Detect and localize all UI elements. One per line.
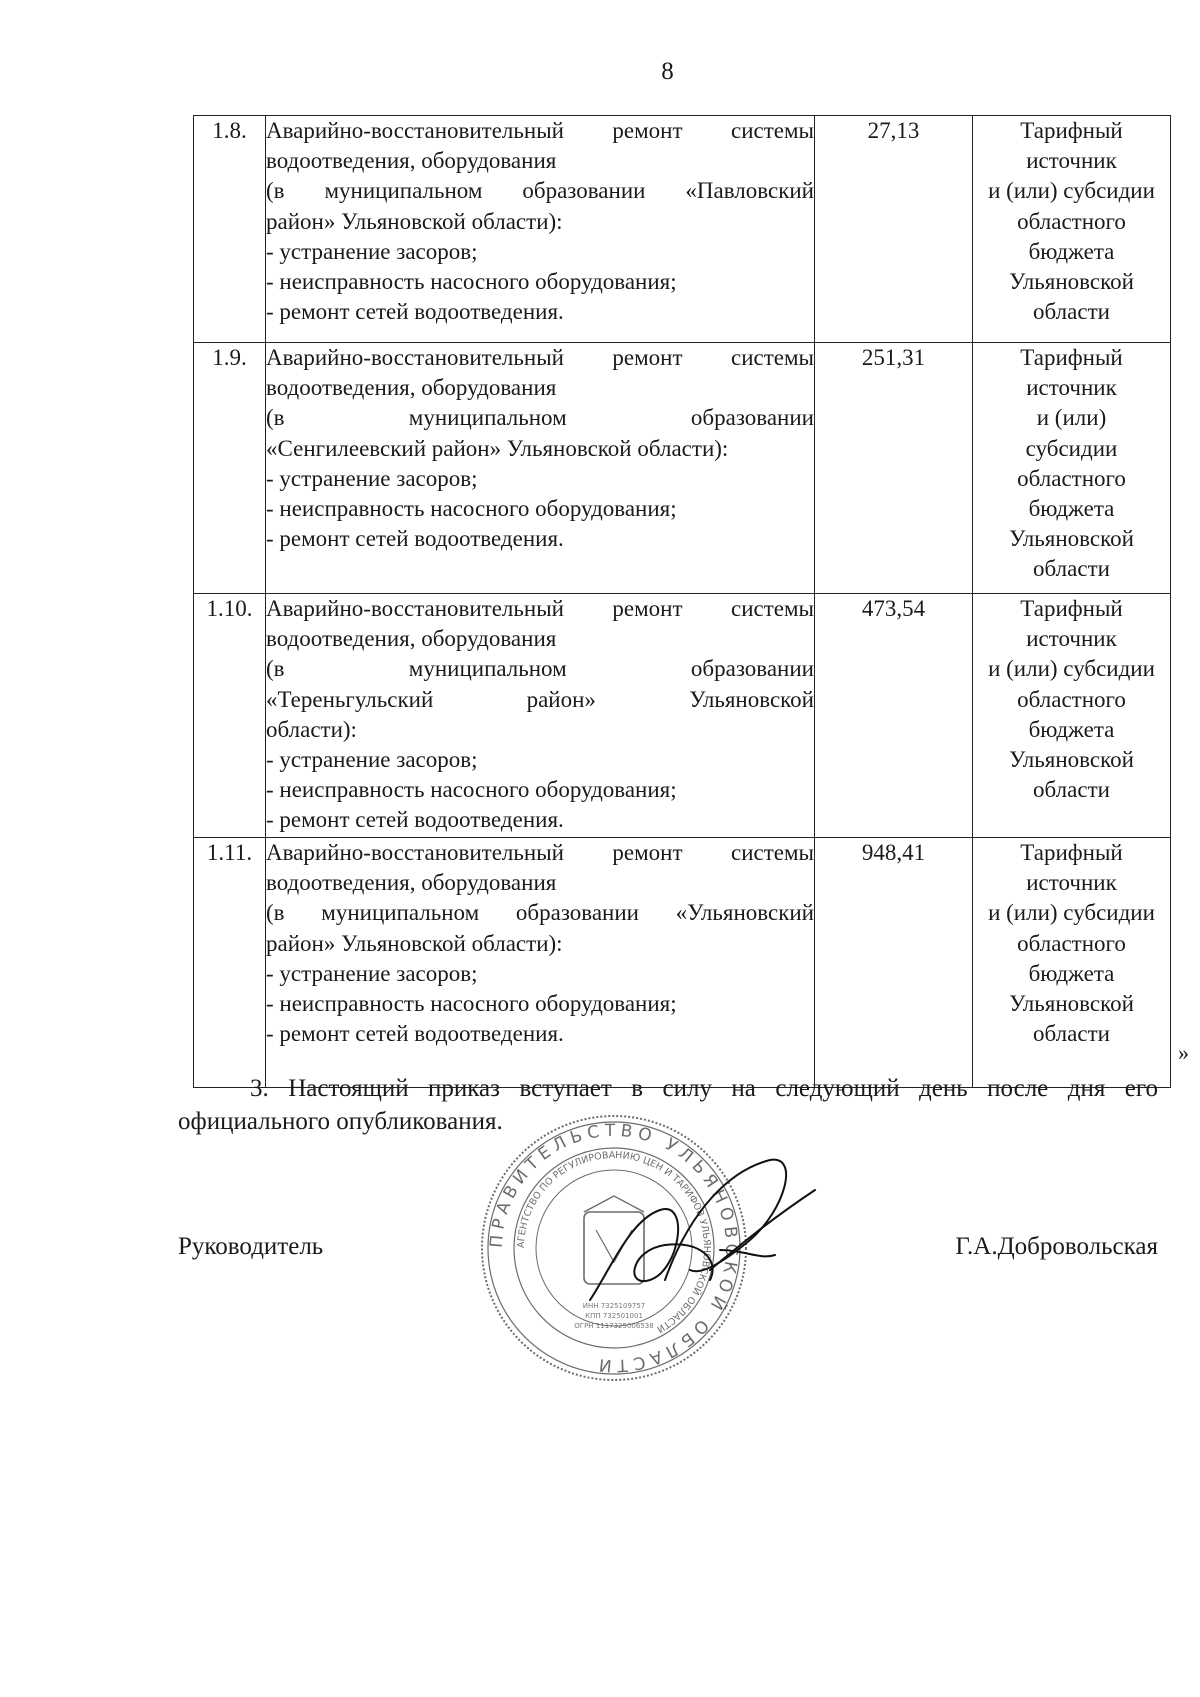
source-line: Тарифный <box>1020 840 1123 865</box>
source-line: бюджета <box>1028 716 1115 742</box>
source-line: Тарифный <box>1020 596 1123 621</box>
row-cost: 948,41 <box>815 838 973 1088</box>
description-line: район» Ульяновской области): <box>266 930 563 956</box>
description-line: - устранение засоров; <box>266 238 478 264</box>
handwritten-signature-icon <box>570 1150 830 1320</box>
description-line: - неисправность насосного оборудования; <box>266 777 677 803</box>
description-line: области): <box>266 716 357 742</box>
description-line: - неисправность насосного оборудования; <box>266 269 677 295</box>
source-line: субсидии <box>1025 435 1118 461</box>
row-number: 1.8. <box>194 116 266 343</box>
description-line: (в муниципальном образовании <box>266 405 814 431</box>
description-line: Аварийно-восстановительный ремонт системы <box>266 596 814 621</box>
seal-code: ИНН 7325109757 <box>582 1302 646 1310</box>
seal-code: ОГРН 1117325006538 <box>574 1322 654 1330</box>
source-line: бюджета <box>1028 496 1115 522</box>
row-cost: 251,31 <box>815 343 973 594</box>
source-line: областного <box>1017 686 1126 712</box>
row-source <box>973 116 1171 343</box>
description-line: водоотведения, оборудования <box>266 375 557 401</box>
description-line: - устранение засоров; <box>266 747 478 773</box>
table-row <box>194 343 1171 594</box>
description-line: район» Ульяновской области): <box>266 208 563 234</box>
description-line: - неисправность насосного оборудования; <box>266 496 677 522</box>
row-number: 1.9. <box>194 343 266 594</box>
description-line: водоотведения, оборудования <box>266 148 557 174</box>
description-line: - ремонт сетей водоотведения. <box>266 526 564 552</box>
description-line: «Тереньгульский район» Ульяновской <box>266 686 814 712</box>
description-line: Аварийно-восстановительный ремонт системы <box>266 118 814 143</box>
source-line: источник <box>1026 626 1117 652</box>
description-line: - устранение засоров; <box>266 960 478 986</box>
row-source <box>973 838 1171 1088</box>
source-line: Ульяновской <box>1009 269 1134 295</box>
source-line: и (или) <box>1036 405 1107 431</box>
source-line: и (или) субсидии <box>988 900 1155 926</box>
row-number: 1.11. <box>194 838 266 1088</box>
row-cost: 473,54 <box>815 594 973 838</box>
source-line: и (или) субсидии <box>988 178 1155 204</box>
description-line: - неисправность насосного оборудования; <box>266 991 677 1017</box>
source-line: источник <box>1026 148 1117 174</box>
page-number: 8 <box>661 58 674 85</box>
row-number: 1.10. <box>194 594 266 838</box>
description-line: «Сенгилеевский район» Ульяновской области): <box>266 435 729 461</box>
row-cost: 27,13 <box>815 116 973 343</box>
row-description <box>266 343 815 594</box>
closing-quote: » <box>1178 1040 1189 1065</box>
description-line: - устранение засоров; <box>266 465 478 491</box>
description-line: (в муниципальном образовании «Павловский <box>266 178 814 204</box>
source-line: Тарифный <box>1020 118 1123 143</box>
description-line: водоотведения, оборудования <box>266 870 557 896</box>
row-source <box>973 594 1171 838</box>
row-description <box>266 838 815 1088</box>
seal-outer-text: ПРАВИТЕЛЬСТВО УЛЬЯНОВСКОЙ ОБЛАСТИ <box>486 1120 742 1376</box>
seal-inner-text: АГЕНТСТВО ПО РЕГУЛИРОВАНИЮ ЦЕН И ТАРИФОВ УЛЬЯНОВСКОЙ ОБЛАСТИ <box>515 1149 713 1335</box>
source-line: областного <box>1017 208 1126 234</box>
effective-date-paragraph: 3. Настоящий приказ вступает в силу на следующий день после дня его официального опубликования. <box>178 1075 1158 1135</box>
source-line: Ульяновской <box>1009 991 1134 1017</box>
source-line: области <box>1033 1021 1110 1047</box>
source-line: бюджета <box>1028 960 1115 986</box>
row-description <box>266 594 815 838</box>
source-line: и (или) субсидии <box>988 656 1155 682</box>
table-row <box>194 594 1171 838</box>
source-line: Ульяновской <box>1009 747 1134 773</box>
source-line: Ульяновской <box>1009 526 1134 552</box>
signatory-title: Руководитель <box>178 1233 324 1260</box>
source-line: областного <box>1017 930 1126 956</box>
items-table <box>193 115 1171 1088</box>
description-line: водоотведения, оборудования <box>266 626 557 652</box>
signatory-name: Г.А.Добровольская <box>955 1233 1158 1260</box>
description-line: - ремонт сетей водоотведения. <box>266 807 564 833</box>
row-description <box>266 116 815 343</box>
description-line: (в муниципальном образовании «Ульяновский <box>266 900 814 926</box>
source-line: бюджета <box>1028 238 1115 264</box>
source-line: области <box>1033 777 1110 803</box>
source-line: источник <box>1026 375 1117 401</box>
description-line: (в муниципальном образовании <box>266 656 814 682</box>
source-line: области <box>1033 556 1110 582</box>
items-table-body <box>194 116 1171 1088</box>
description-line: - ремонт сетей водоотведения. <box>266 299 564 325</box>
source-line: областного <box>1017 465 1126 491</box>
source-line: Тарифный <box>1020 345 1123 370</box>
source-line: источник <box>1026 870 1117 896</box>
source-line: области <box>1033 299 1110 325</box>
table-row <box>194 838 1171 1088</box>
table-row <box>194 116 1171 343</box>
description-line: - ремонт сетей водоотведения. <box>266 1021 564 1047</box>
seal-code: КПП 732501001 <box>585 1312 643 1320</box>
row-source <box>973 343 1171 594</box>
description-line: Аварийно-восстановительный ремонт системы <box>266 840 814 865</box>
description-line: Аварийно-восстановительный ремонт системы <box>266 345 814 370</box>
